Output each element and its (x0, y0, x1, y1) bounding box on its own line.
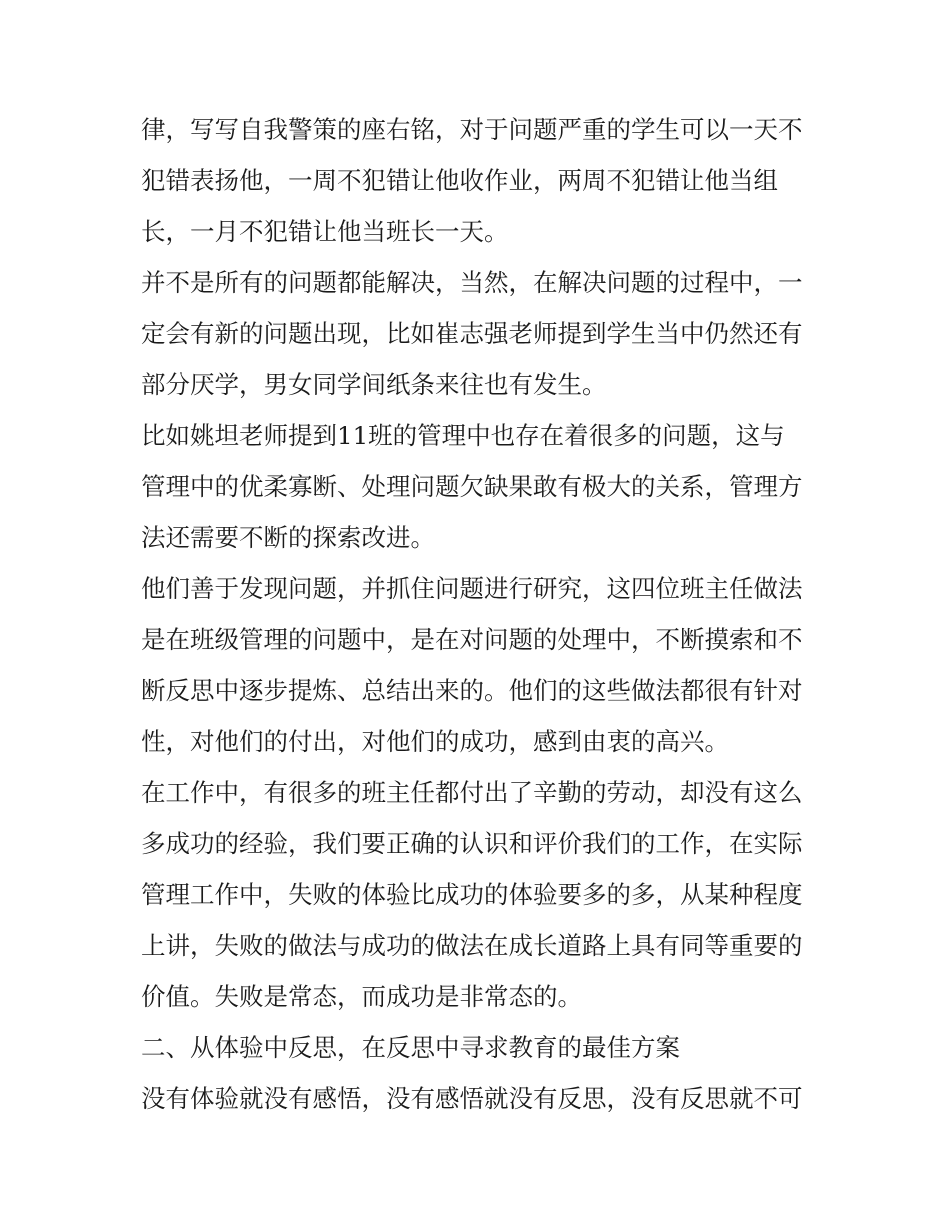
paragraph (141, 563, 813, 767)
paragraph (141, 257, 813, 410)
text-line: 律，写写自我警策的座右铭，对于问题严重的学生可以一天不 (141, 115, 803, 144)
text-line: 他们善于发现问题，并抓住问题进行研究，这四位班主任做法 (141, 574, 803, 603)
paragraph (141, 1073, 813, 1124)
text-line: 在工作中，有很多的班主任都付出了辛勤的劳动，却没有这么 (141, 778, 803, 807)
text-line: 部分厌学，男女同学间纸条来往也有发生。 (141, 370, 607, 399)
text-line: 上讲，失败的做法与成功的做法在成长道路上具有同等重要的 (141, 931, 803, 960)
paragraph (141, 104, 813, 257)
document-body (141, 104, 813, 1124)
section-heading (141, 1022, 813, 1073)
text-line: 是在班级管理的问题中，是在对问题的处理中，不断摸索和不 (141, 625, 803, 654)
text-line: 多成功的经验，我们要正确的认识和评价我们的工作，在实际 (141, 829, 803, 858)
paragraph (141, 410, 813, 563)
text-line: 犯错表扬他，一周不犯错让他收作业，两周不犯错让他当组 (141, 166, 778, 195)
heading-line: 二、从体验中反思，在反思中寻求教育的最佳方案 (141, 1033, 680, 1062)
text-line: 性，对他们的付出，对他们的成功，感到由衷的高兴。 (141, 727, 729, 756)
text-line: 长，一月不犯错让他当班长一天。 (141, 217, 509, 246)
text-line: 定会有新的问题出现，比如崔志强老师提到学生当中仍然还有 (141, 319, 803, 348)
text-line: 价值。失败是常态，而成功是非常态的。 (141, 982, 582, 1011)
text-line: 比如姚坦老师提到11班的管理中也存在着很多的问题，这与 (141, 421, 785, 450)
text-line: 管理中的优柔寡断、处理问题欠缺果敢有极大的关系，管理方 (141, 472, 803, 501)
text-line: 并不是所有的问题都能解决，当然，在解决问题的过程中，一 (141, 268, 803, 297)
text-line: 没有体验就没有感悟，没有感悟就没有反思，没有反思就不可 (141, 1084, 803, 1113)
text-line: 管理工作中，失败的体验比成功的体验要多的多，从某种程度 (141, 880, 803, 909)
text-line: 法还需要不断的探索改进。 (141, 523, 435, 552)
paragraph (141, 767, 813, 1022)
text-line: 断反思中逐步提炼、总结出来的。他们的这些做法都很有针对 (141, 676, 803, 705)
